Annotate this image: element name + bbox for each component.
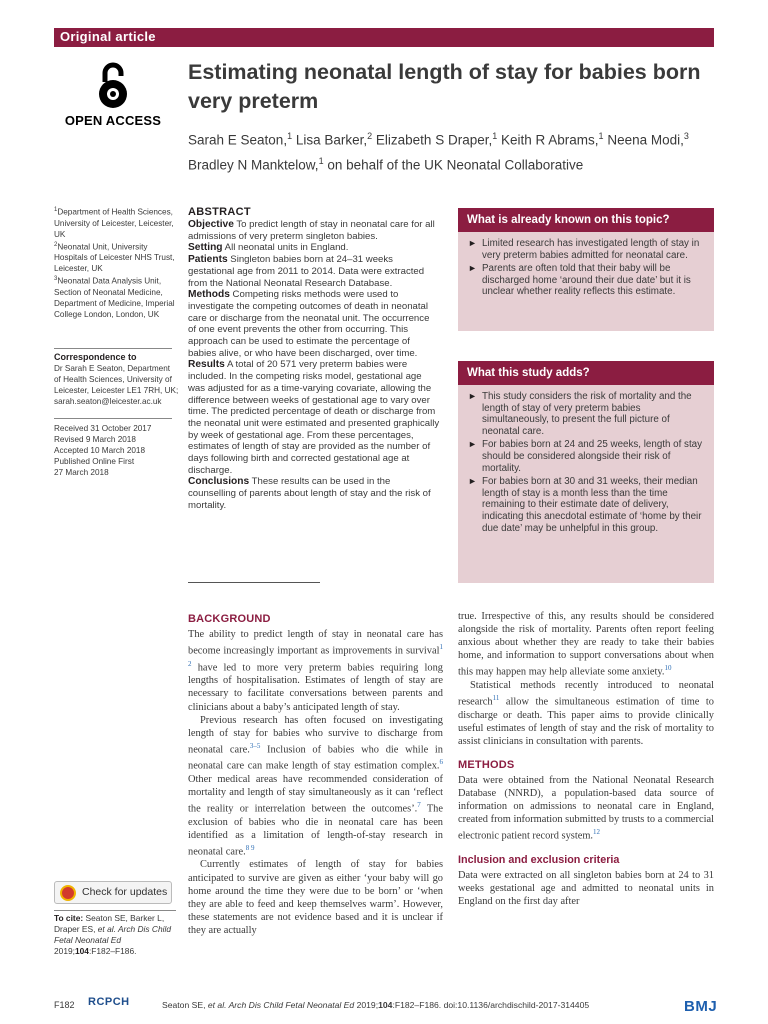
check-updates-icon	[60, 885, 76, 901]
abstract-section-label: Setting	[188, 242, 223, 254]
footer-citation: Seaton SE, et al. Arch Dis Child Fetal Neonatal Ed 2019;104:F182–F186. doi:10.1136/archdischild-2017-314405	[162, 1000, 590, 1010]
paragraph: Data were extracted on all singleton babies born at 24 to 31 weeks gestational age and admitted to neonatal units in England on the first day after	[458, 870, 714, 908]
affiliation-item: $^2$Neonatal Unit, University Hospitals of Leicester NHS Trust, Leicester, UK	[54, 241, 175, 274]
abstract-divider	[188, 582, 320, 583]
article-dates	[54, 418, 179, 478]
correspondence-heading: Correspondence to	[54, 352, 137, 362]
open-access-lock-icon	[93, 62, 133, 110]
open-access-label: OPEN ACCESS	[64, 113, 162, 128]
affiliations	[54, 205, 179, 320]
box-list-item: ► For babies born at 24 and 25 weeks, length of stay should be considered alongside their risk of mortality.	[468, 439, 703, 474]
author-list	[188, 126, 708, 175]
known-box	[458, 208, 714, 331]
affiliation-marker: 2	[367, 131, 373, 141]
box-list-item: ► Limited research has investigated length of stay in very preterm babies admitted for neonatal care.	[468, 238, 700, 261]
abstract	[188, 205, 440, 512]
abstract-section: Objective To predict length of stay in neonatal care for all admissions of very preterm singleton babies.	[188, 219, 435, 242]
open-access-badge	[64, 62, 162, 128]
adds-list	[458, 385, 714, 542]
inclusion-heading: Inclusion and exclusion criteria	[458, 853, 620, 866]
known-list	[458, 232, 714, 306]
author-name: Keith R Abrams,	[497, 132, 599, 148]
section-banner	[54, 28, 714, 47]
abstract-heading: ABSTRACT	[188, 206, 251, 218]
cite-label: To cite:	[54, 913, 84, 923]
abstract-section: Patients Singleton babies born at 24–31 weeks gestational age from 2011 to 2014. Data were extracted from the National Neonatal Research Database.	[188, 254, 425, 289]
known-box-heading: What is already known on this topic?	[458, 208, 714, 232]
author-name: Sarah E Seaton,	[188, 132, 288, 148]
adds-box-heading: What this study adds?	[458, 361, 714, 385]
page-footer	[54, 996, 718, 1018]
reference-link[interactable]: 11	[492, 694, 500, 703]
paragraph: Data were obtained from the National Neonatal Research Database (NNRD), a population-based data source of information on admissions to neonatal care in England, created from information submitted by trusts to a commercial electronic patient record system.$^{12}$	[458, 774, 714, 842]
section-label: Original article	[60, 29, 156, 44]
divider	[54, 348, 172, 349]
abstract-section: Results A total of 20 571 very preterm babies were included. In the competing risks model, gestational age was adjusted for as a time-varying covariate, allowing the difference between weeks of gestational age to vary over time. The predicted percentage of death or discharge from the neonatal unit were estimated and presented graphically by week of gestational age. From these percentages, estimates of length of stay are provided as the number of days following birth and corrected gestational age at discharge.	[188, 359, 440, 476]
affiliation-marker: 1	[492, 131, 498, 141]
date-line: Received 31 October 2017	[54, 424, 152, 433]
affiliation-marker: 1	[598, 131, 604, 141]
author-name: Lisa Barker,	[292, 132, 368, 148]
paragraph: The ability to predict length of stay in neonatal care has become increasingly important as improvements in survival$^{1 2}$ have led to more very preterm babies requiring long lengths of hospitalisation. Estimates of length of stay are necessary to facilitate conversations between parents and clinicians about a baby’s anticipated length of stay.	[188, 629, 443, 713]
date-line: 27 March 2018	[54, 468, 109, 477]
abstract-section-label: Results	[188, 359, 225, 371]
reference-link[interactable]: 10	[664, 664, 672, 673]
abstract-section: Methods Competing risks methods were used to investigate the competing outcomes of death in neonatal care or discharge from the neonatal unit. The occurrence of one event prevents the other from occurring. This approach can be used to estimate the percentage of babies alive, or who have been discharged, over time.	[188, 289, 430, 359]
reference-link[interactable]: 7	[417, 801, 421, 810]
date-line: Published Online First	[54, 457, 135, 466]
box-list-item: ► For babies born at 30 and 31 weeks, their median length of stay is a month less than the time remaining to their estimate date of delivery, indicating this anecdotal estimate of ‘home by their due date’ may be unhelpful in this group.	[468, 476, 702, 534]
affiliation-item: $^1$Department of Health Sciences, University of Leicester, Leicester, UK	[54, 207, 174, 239]
reference-link[interactable]: 6	[439, 758, 443, 767]
check-updates-button[interactable]	[54, 881, 172, 904]
abstract-section-label: Objective	[188, 219, 234, 230]
divider	[54, 418, 172, 419]
affiliation-marker: 1	[287, 131, 293, 141]
abstract-section-label: Patients	[188, 254, 228, 266]
triangle-bullet-icon: ►	[468, 263, 477, 274]
affiliation-marker: 1	[318, 155, 324, 166]
article-title: Estimating neonatal length of stay for babies born very preterm	[188, 60, 701, 113]
author-name: Neena Modi,	[603, 132, 684, 148]
author-name: Bradley N Manktelow,	[188, 157, 319, 172]
reference-link[interactable]: 1 2	[188, 643, 443, 668]
date-line: Revised 9 March 2018	[54, 435, 136, 444]
reference-link[interactable]: 8 9	[245, 843, 255, 852]
date-line: Accepted 10 March 2018	[54, 446, 146, 455]
bmj-logo: BMJ	[684, 998, 718, 1015]
triangle-bullet-icon: ►	[468, 238, 477, 248]
paragraph: Previous research has often focused on investigating length of stay for babies who survive to discharge from neonatal care.$^{3-5}$ Inclusion of babies who die while in neonatal care can make length of stay estimation complex.$^6$ Other medical areas have recommended consideration of mortality and length of stay simultaneously as it can ‘reflect the reality or interrelation between the outcomes’.$^7$ The exclusion of babies who die in neonatal care has been identified as a limitation of length-of-stay research in neonatal care.$^{8 9}$	[188, 714, 443, 858]
correspondence-text: Dr Sarah E Seaton, Department of Health Sciences, University of Leicester, Leicester LE1 7RH, UK; sarah.seaton@leicester.ac.uk	[54, 364, 179, 406]
box-list-item: ► This study considers the risk of mortality and the length of stay of very preterm babies simultaneously, to present the full picture of neonatal care.	[468, 391, 692, 437]
methods-heading: METHODS	[458, 758, 515, 771]
check-updates-label: Check for updates	[82, 886, 168, 898]
triangle-bullet-icon: ►	[468, 391, 477, 401]
abstract-section: Conclusions These results can be used in the counselling of parents about length of stay and the risk of mortality.	[188, 476, 431, 511]
abstract-section: Setting All neonatal units in England.	[188, 242, 349, 254]
abstract-section-label: Methods	[188, 289, 230, 301]
abstract-section-label: Conclusions	[188, 476, 250, 488]
body-column-left	[188, 613, 443, 937]
author-name: Elizabeth S Draper,	[372, 132, 493, 148]
reference-link[interactable]: 12	[593, 828, 601, 837]
paragraph: Statistical methods recently introduced to neonatal research$^{11}$ allow the simultaneous estimation of time to discharge or death. This paper aims to provide clinically useful estimates of length of stay and the risk of mortality to assist clinicians in consultation with parents.	[458, 679, 714, 747]
citation-box: To cite: Seaton SE, Barker L, Draper ES, et al. Arch Dis Child Fetal Neonatal Ed 2019;104:F182–F186.	[54, 910, 176, 957]
reference-link[interactable]: 3–5	[249, 741, 261, 750]
paragraph: Currently estimates of length of stay for babies anticipated to survive are given as either ‘your baby will go home around the time they were due to be born’ or ‘when they are able to feed and keep themselves warm’. However, these statements are not evidence based and it is unclear if they are actually	[188, 859, 443, 936]
affiliation-marker: 3	[683, 131, 689, 141]
box-list-item: ► Parents are often told that their baby will be discharged home ‘around their due date’ but it is unclear whether reality reflects this estimate.	[468, 263, 691, 298]
triangle-bullet-icon: ►	[468, 439, 477, 450]
background-heading: BACKGROUND	[188, 613, 271, 625]
body-column-right	[458, 610, 714, 908]
affiliation-item: $^3$Neonatal Data Analysis Unit, Section of Neonatal Medicine, Department of Medicine, Imperial College London, London, UK	[54, 276, 175, 320]
triangle-bullet-icon: ►	[468, 476, 477, 487]
rcpch-logo: RCPCH	[88, 996, 130, 1008]
author-name: on behalf of the UK Neonatal Collaborative	[323, 157, 584, 172]
page-number: F182	[54, 1000, 75, 1010]
paragraph: true. Irrespective of this, any results should be considered alongside the risk of mortality. Parents often report feeling anxious about whether they are ready to take their babies home, and information to support conversations about when this may happen may help alleviate some anxiety.$^{10}$	[458, 611, 714, 678]
adds-box	[458, 361, 714, 583]
correspondence	[54, 348, 179, 407]
